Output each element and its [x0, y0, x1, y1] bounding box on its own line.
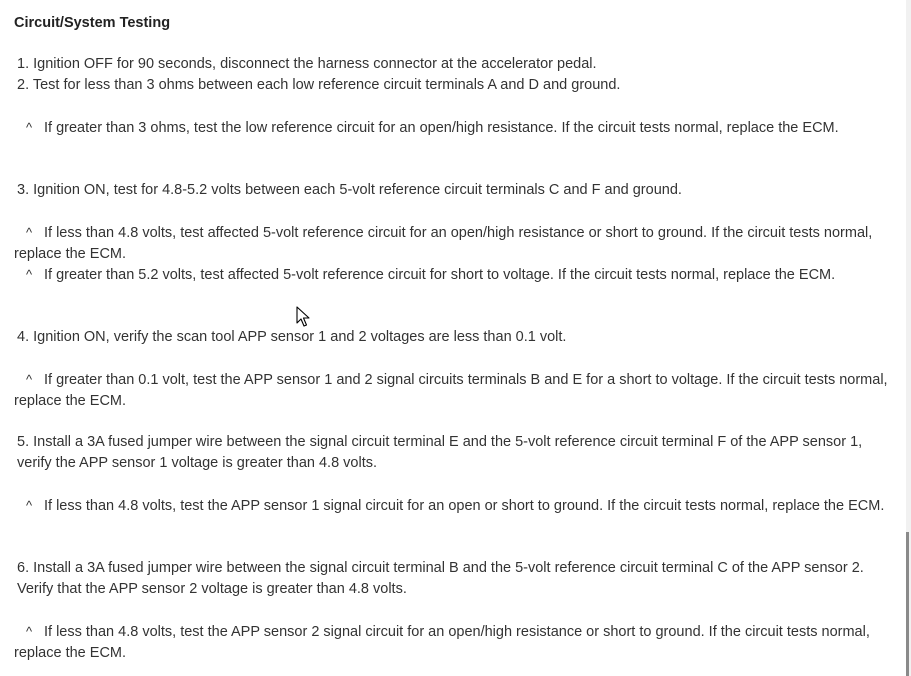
caret-marker: ^	[25, 120, 33, 135]
step-2-note	[14, 117, 894, 139]
vertical-scrollbar[interactable]	[906, 0, 911, 676]
caret-marker: ^	[25, 624, 33, 639]
step-2: 2. Test for less than 3 ohms between each low reference circuit terminals A and D and ground.	[17, 77, 621, 93]
note-text: If less than 4.8 volts, test affected 5-volt reference circuit for an open/high resistance or short to ground. If the circuit tests normal, replace the ECM.	[14, 225, 873, 262]
note-text: If greater than 3 ohms, test the low reference circuit for an open/high resistance. If the circuit tests normal, replace the ECM.	[44, 120, 839, 136]
caret-marker: ^	[25, 372, 33, 387]
step-4: 4. Ignition ON, verify the scan tool APP sensor 1 and 2 voltages are less than 0.1 volt.	[17, 329, 567, 345]
note-text: If greater than 5.2 volts, test affected 5-volt reference circuit for short to voltage. If the circuit tests normal, replace the ECM.	[44, 267, 836, 283]
mouse-pointer-icon	[296, 306, 310, 328]
step-6-note	[14, 621, 894, 664]
caret-marker: ^	[25, 267, 33, 282]
step-3-note-1	[14, 222, 894, 265]
note-text: If greater than 0.1 volt, test the APP sensor 1 and 2 signal circuits terminals B and E for a short to voltage. If the circuit tests normal, replace the ECM.	[14, 372, 888, 409]
step-5-note	[14, 495, 894, 517]
step-5: 5. Install a 3A fused jumper wire between the signal circuit terminal E and the 5-volt reference circuit terminal F of the APP sensor 1, verify the APP sensor 1 voltage is greater than 4.8 volts.	[17, 434, 863, 471]
step-1: 1. Ignition OFF for 90 seconds, disconnect the harness connector at the accelerator pedal.	[17, 56, 597, 72]
caret-marker: ^	[25, 225, 33, 240]
step-3-note-2	[14, 264, 894, 286]
note-text: If less than 4.8 volts, test the APP sensor 1 signal circuit for an open or short to ground. If the circuit tests normal, replace the ECM.	[44, 498, 885, 514]
section-title: Circuit/System Testing	[14, 15, 171, 31]
step-6: 6. Install a 3A fused jumper wire between the signal circuit terminal B and the 5-volt reference circuit terminal C of the APP sensor 2. Verify that the APP sensor 2 voltage is greater than 4.8 volts.	[17, 560, 864, 597]
step-4-note	[14, 369, 894, 412]
step-3: 3. Ignition ON, test for 4.8-5.2 volts between each 5-volt reference circuit terminals C and F and ground.	[17, 182, 682, 198]
scrollbar-thumb[interactable]	[906, 532, 909, 676]
note-text: If less than 4.8 volts, test the APP sensor 2 signal circuit for an open/high resistance or short to ground. If the circuit tests normal, replace the ECM.	[14, 624, 870, 661]
caret-marker: ^	[25, 498, 33, 513]
